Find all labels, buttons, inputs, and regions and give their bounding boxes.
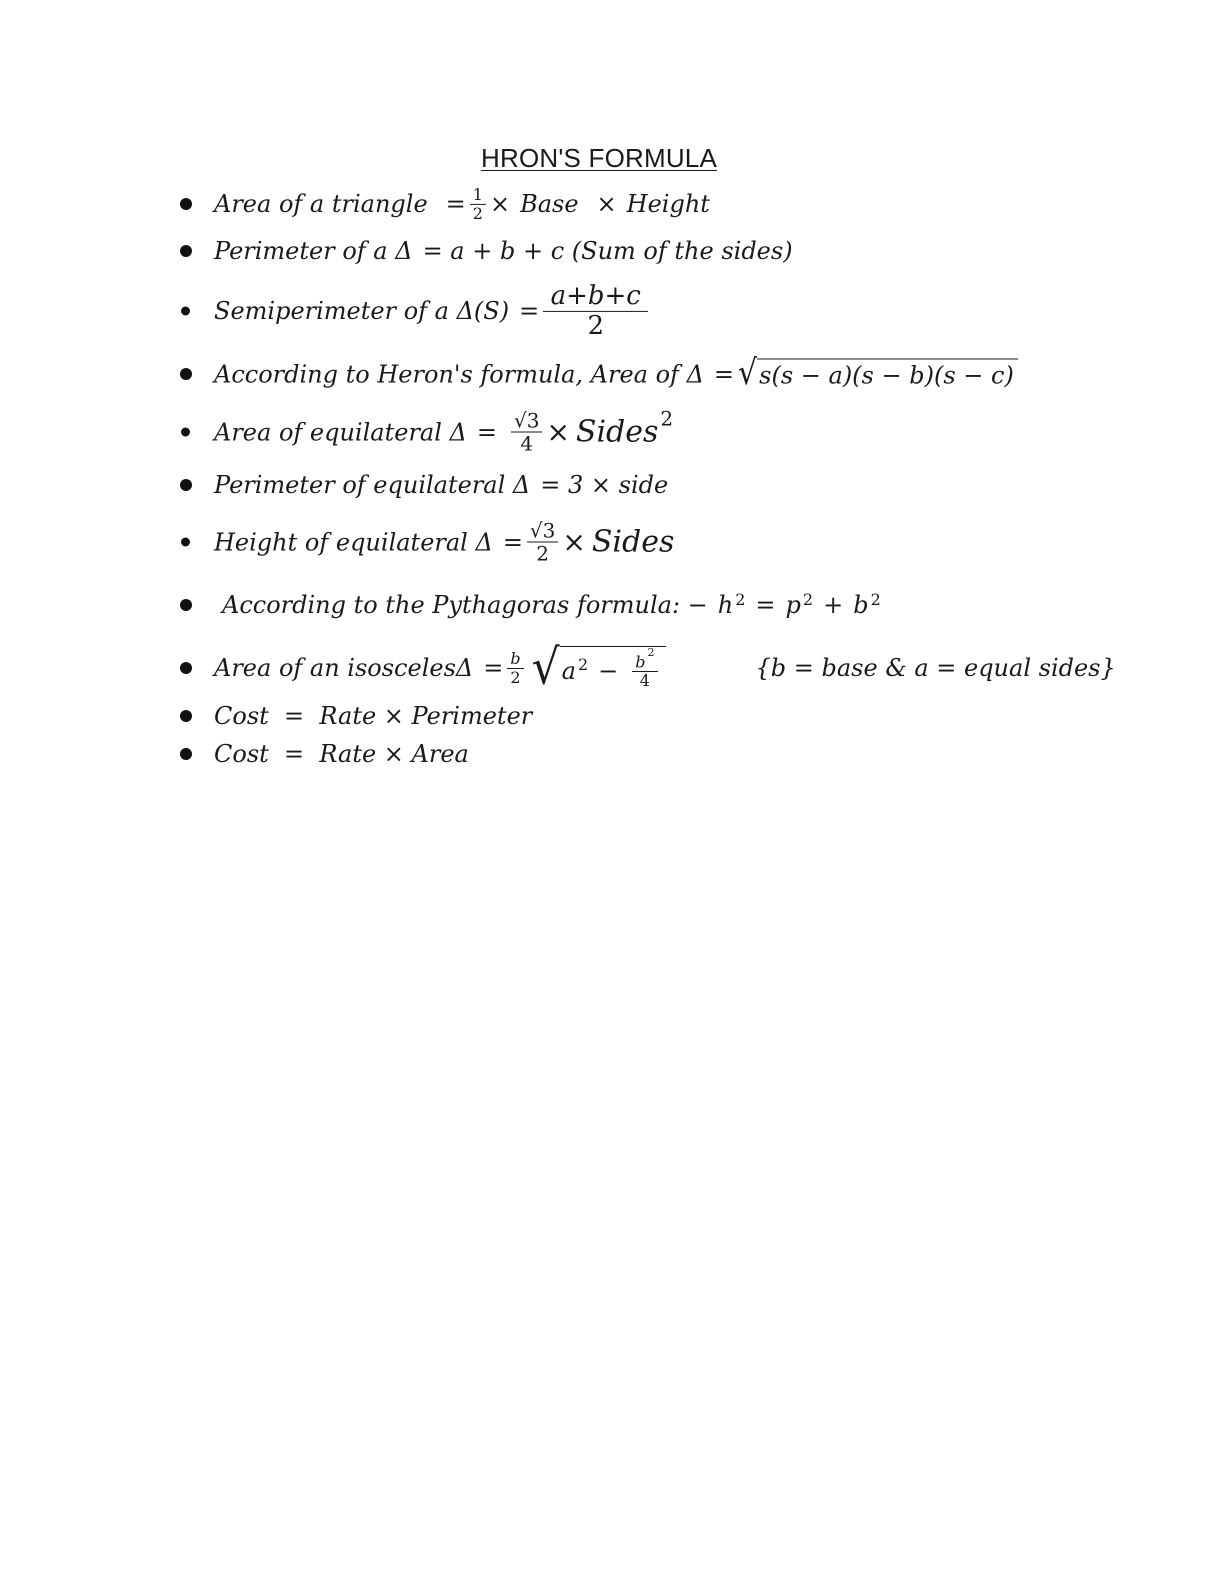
bullet-icon bbox=[180, 710, 192, 722]
fraction: $\frac{√3}{4}$ bbox=[511, 410, 542, 455]
bullet-icon bbox=[180, 368, 192, 380]
page-title: HRON'S FORMULA bbox=[481, 143, 718, 173]
formula-label: Area of a triangle bbox=[214, 190, 428, 218]
square-root: √ s(s − a)(s − b)(s − c) bbox=[738, 359, 1018, 390]
formula-label: Area of equilateral Δ bbox=[214, 418, 467, 446]
bullet-icon bbox=[181, 538, 190, 547]
bullet-icon bbox=[180, 748, 192, 760]
formula-label: Area of an isoscelesΔ bbox=[214, 654, 474, 682]
fraction: $\frac{b}{2}$ bbox=[507, 650, 523, 686]
bullet-icon bbox=[181, 428, 190, 437]
bullet-icon bbox=[180, 662, 192, 674]
formula-label: Semiperimeter of a Δ(S) bbox=[214, 297, 510, 325]
formula-label: Height of equilateral Δ bbox=[214, 528, 493, 556]
bullet-icon bbox=[180, 479, 192, 491]
fraction: $\frac{√3}{2}$ bbox=[527, 520, 558, 565]
square-root: √ a $^2$ − $\frac{b ^2}{4}$ bbox=[532, 646, 666, 690]
fraction: $\frac{1}{2}$ bbox=[470, 186, 486, 222]
bullet-icon bbox=[181, 307, 190, 316]
formula-label: According to the Pythagoras formula: − bbox=[222, 591, 708, 619]
note-text: {b = base & a = equal sides} bbox=[755, 654, 1116, 682]
fraction: $\frac{b ^2}{4}$ bbox=[632, 652, 657, 690]
formula-label: According to Heron's formula, Area of Δ bbox=[214, 360, 704, 388]
formula-label: Perimeter of equilateral Δ bbox=[214, 471, 531, 499]
bullet-icon bbox=[180, 599, 192, 611]
bullet-icon bbox=[180, 198, 192, 210]
bullet-icon bbox=[180, 245, 192, 257]
formula-label: Perimeter of a Δ bbox=[214, 237, 413, 265]
fraction: $\frac{a+b+c}{2}$ bbox=[543, 282, 648, 340]
